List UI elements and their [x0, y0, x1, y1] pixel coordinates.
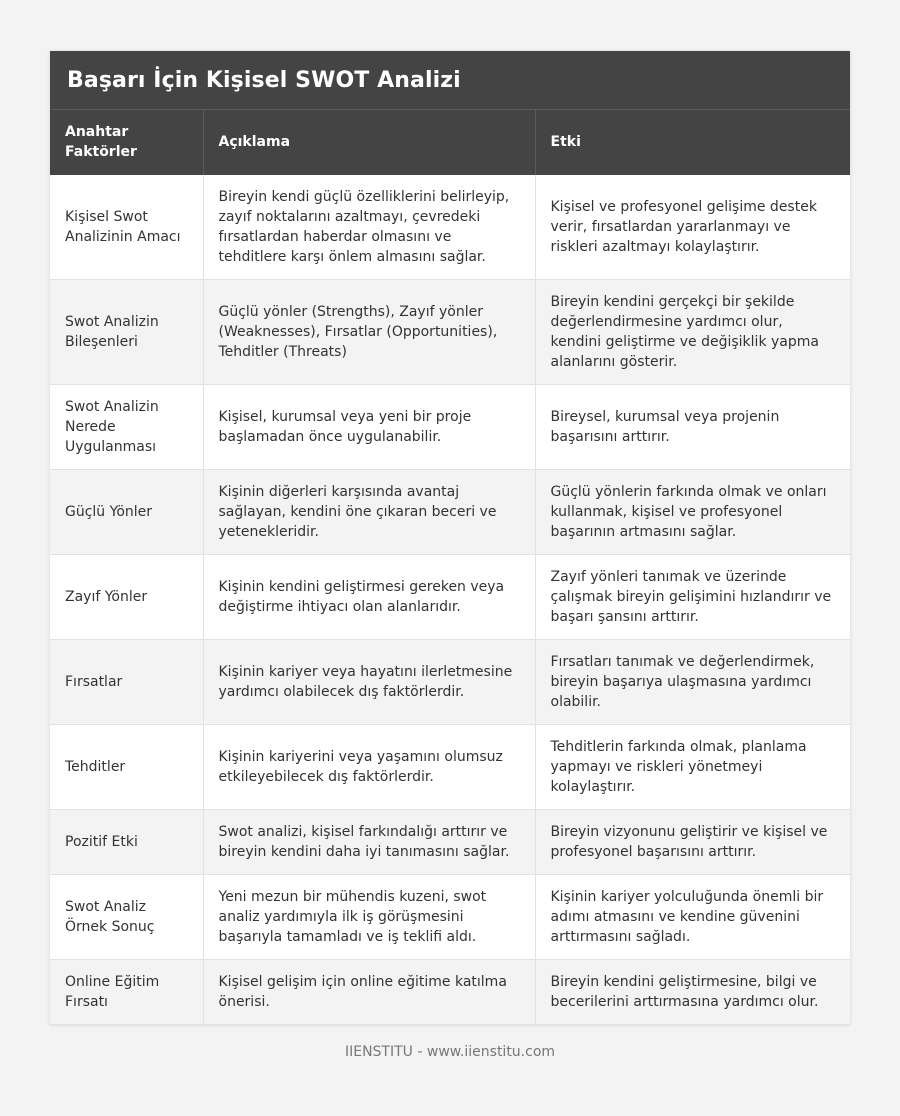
- footer-credit: IIENSTITU - www.iienstitu.com: [344, 1044, 556, 1060]
- cell-factor: Güçlü Yönler: [50, 470, 203, 555]
- cell-effect: Bireyin kendini geliştirmesine, bilgi ve becerilerini arttırmasına yardımcı olur.: [535, 960, 850, 1025]
- table-row: [50, 640, 850, 725]
- cell-effect: Bireyin vizyonunu geliştirir ve kişisel ve profesyonel başarısını arttırır.: [535, 810, 850, 875]
- cell-effect: Bireysel, kurumsal veya projenin başarısını arttırır.: [535, 385, 850, 470]
- cell-factor: Tehditler: [50, 725, 203, 810]
- column-header-description: Açıklama: [203, 110, 535, 175]
- column-header-effect: Etki: [535, 110, 850, 175]
- cell-factor: Swot Analizin Nerede Uygulanması: [50, 385, 203, 470]
- cell-factor: Zayıf Yönler: [50, 555, 203, 640]
- cell-factor: Swot Analiz Örnek Sonuç: [50, 875, 203, 960]
- cell-effect: Kişinin kariyer yolculuğunda önemli bir adımı atmasını ve kendine güvenini arttırmasını sağladı.: [535, 875, 850, 960]
- cell-description: Güçlü yönler (Strengths), Zayıf yönler (Weaknesses), Fırsatlar (Opportunities), Tehditler (Threats): [203, 280, 535, 385]
- cell-factor: Swot Analizin Bileşenleri: [50, 280, 203, 385]
- table-row: [50, 280, 850, 385]
- cell-effect: Tehditlerin farkında olmak, planlama yapmayı ve riskleri yönetmeyi kolaylaştırır.: [535, 725, 850, 810]
- table-row: [50, 725, 850, 810]
- cell-effect: Kişisel ve profesyonel gelişime destek verir, fırsatlardan yararlanmayı ve riskleri azaltmayı kolaylaştırır.: [535, 175, 850, 280]
- page-title: Başarı İçin Kişisel SWOT Analizi: [67, 67, 461, 93]
- swot-table: [50, 109, 850, 1025]
- cell-effect: Bireyin kendini gerçekçi bir şekilde değerlendirmesine yardımcı olur, kendini geliştirme ve değişiklik yapma alanlarını gösterir.: [535, 280, 850, 385]
- cell-description: Kişinin diğerleri karşısında avantaj sağlayan, kendini öne çıkaran beceri ve yetenekleridir.: [203, 470, 535, 555]
- table-row: [50, 875, 850, 960]
- swot-table-card: [50, 51, 850, 1025]
- table-row: [50, 555, 850, 640]
- cell-description: Yeni mezun bir mühendis kuzeni, swot analiz yardımıyla ilk iş görüşmesini başarıyla tamamladı ve iş teklifi aldı.: [203, 875, 535, 960]
- table-row: [50, 385, 850, 470]
- table-header-row: [50, 110, 850, 175]
- cell-factor: Fırsatlar: [50, 640, 203, 725]
- table-row: [50, 470, 850, 555]
- cell-effect: Güçlü yönlerin farkında olmak ve onları kullanmak, kişisel ve profesyonel başarının artmasını sağlar.: [535, 470, 850, 555]
- cell-description: Kişisel, kurumsal veya yeni bir proje başlamadan önce uygulanabilir.: [203, 385, 535, 470]
- cell-factor: Online Eğitim Fırsatı: [50, 960, 203, 1025]
- cell-effect: Fırsatları tanımak ve değerlendirmek, bireyin başarıya ulaşmasına yardımcı olabilir.: [535, 640, 850, 725]
- cell-description: Kişinin kariyerini veya yaşamını olumsuz etkileyebilecek dış faktörlerdir.: [203, 725, 535, 810]
- table-row: [50, 175, 850, 280]
- cell-description: Swot analizi, kişisel farkındalığı arttırır ve bireyin kendini daha iyi tanımasını sağlar.: [203, 810, 535, 875]
- column-header-factor: Anahtar Faktörler: [50, 110, 203, 175]
- table-row: [50, 810, 850, 875]
- cell-description: Kişisel gelişim için online eğitime katılma önerisi.: [203, 960, 535, 1025]
- cell-description: Kişinin kendini geliştirmesi gereken veya değiştirme ihtiyacı olan alanlarıdır.: [203, 555, 535, 640]
- cell-factor: Kişisel Swot Analizinin Amacı: [50, 175, 203, 280]
- cell-description: Bireyin kendi güçlü özelliklerini belirleyip, zayıf noktalarını azaltmayı, çevredeki fırsatlardan haberdar olmasını ve tehditlere karşı önlem almasını sağlar.: [203, 175, 535, 280]
- title-bar: [50, 51, 850, 109]
- table-row: [50, 960, 850, 1025]
- cell-effect: Zayıf yönleri tanımak ve üzerinde çalışmak bireyin gelişimini hızlandırır ve başarı şansını arttırır.: [535, 555, 850, 640]
- cell-description: Kişinin kariyer veya hayatını ilerletmesine yardımcı olabilecek dış faktörlerdir.: [203, 640, 535, 725]
- cell-factor: Pozitif Etki: [50, 810, 203, 875]
